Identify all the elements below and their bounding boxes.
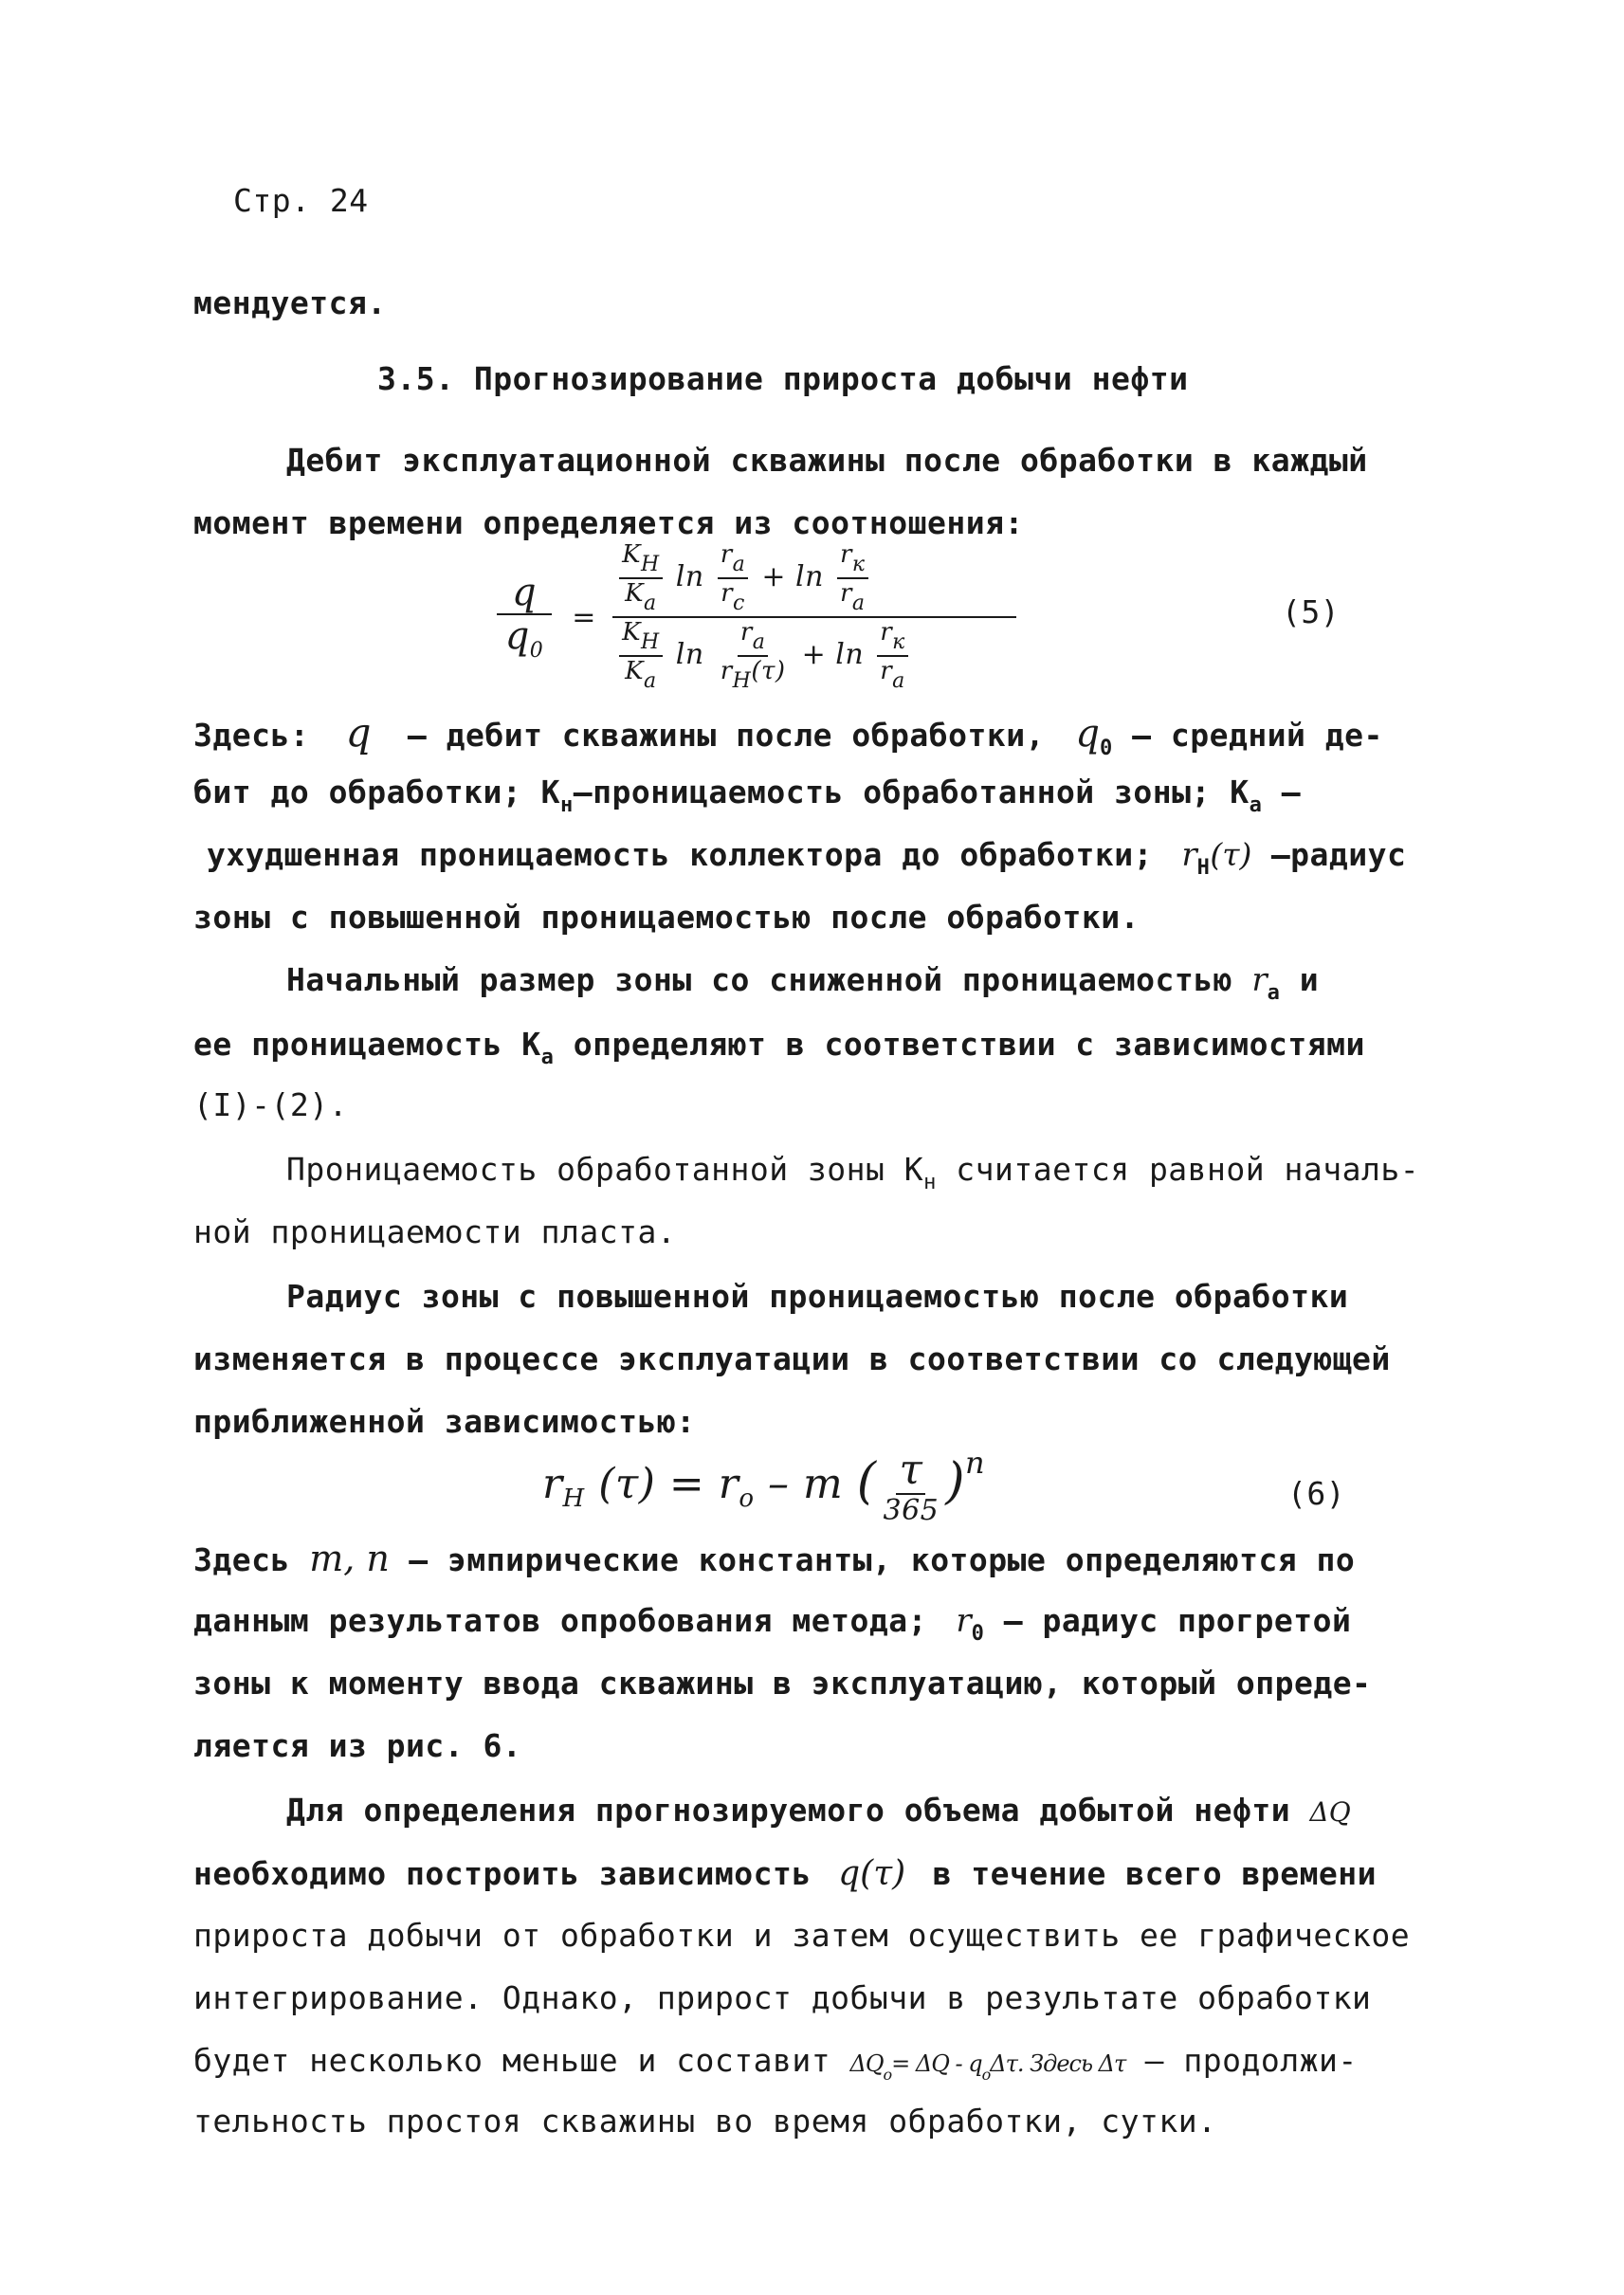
- paragraph-2-line-4: зоны с повышенной проницаемостью после обработки.: [193, 899, 1140, 936]
- paragraph-2-line-3: ухудшенная проницаемость коллектора до обработки; $r_H(\tau)$ –радиус: [207, 836, 1407, 880]
- eq5-equals: =: [572, 601, 596, 634]
- paragraph-1-line-2: момент времени определяется из соотношения:: [193, 504, 1024, 541]
- paragraph-7-line-3: прироста добычи от обработки и затем осуществить ее графическое: [193, 1917, 1411, 1954]
- eq5-rhs-fraction: $\frac{K_H}{K_a}$ ln $\frac{r_a}{r_c}$ + ln $\frac{r_к}{r_a}$ $\frac{K_H}{K_a}$ ln $\frac{r_a}{r_H(\tau)}$ + ln $\frac{r_к}{r_a}$: [612, 542, 1016, 692]
- equation-6-number: (6): [1287, 1475, 1346, 1512]
- paragraph-6-line-3: зоны к моменту ввода скважины в эксплуатацию, который опреде-: [193, 1665, 1372, 1702]
- section-heading: 3.5. Прогнозирование прироста добычи нефти: [377, 360, 1189, 397]
- paragraph-2-line-2: бит до обработки; $К_н$–проницаемость обработанной зоны; $К_a$ –: [193, 774, 1302, 817]
- eq5-lhs-fraction: $\frac{q}{q_0}$: [497, 574, 552, 662]
- eq5-q0: q: [504, 613, 530, 658]
- paragraph-6-line-4: ляется из рис. 6.: [193, 1727, 522, 1764]
- page-number: Стр. 24: [233, 182, 369, 219]
- paragraph-7-line-6: тельность простоя скважины во время обработки, сутки.: [193, 2103, 1217, 2140]
- paragraph-3-line-1: Начальный размер зоны со сниженной проницаемостью $r_a$ и: [286, 961, 1320, 1005]
- paragraph-4-line-2: ной проницаемости пласта.: [193, 1213, 677, 1250]
- paragraph-6-line-1: Здесь m, n – эмпирические константы, которые определяются по: [193, 1538, 1356, 1579]
- eq5-q: q: [511, 570, 538, 614]
- paragraph-continuation: мендуется.: [193, 284, 387, 321]
- equation-6: $r_H$ $(\tau) = r_o - m$ ( $\frac{\tau}{365}$ )$^n$: [542, 1445, 986, 1527]
- paragraph-3-line-3: (I)-(2).: [193, 1086, 348, 1123]
- paragraph-7-line-4: интегрирование. Однако, прирост добычи в результате обработки: [193, 1979, 1372, 2016]
- paragraph-7-line-2: необходимо построить зависимость q(τ) в течение всего времени: [193, 1854, 1378, 1893]
- paragraph-1-line-1: Дебит эксплуатационной скважины после обработки в каждый: [286, 442, 1368, 479]
- paragraph-2-line-1: Здесь: q – дебит скважины после обработки, $q_0$ – средний де-: [193, 709, 1383, 760]
- equation-5-number: (5): [1282, 593, 1341, 630]
- paragraph-7-line-5: будет несколько меньше и составит $\Delta Q_о= \Delta Q - q_o\Delta\tau$. Здесь Δτ – продолжи-: [193, 2042, 1358, 2084]
- paragraph-4-line-1: Проницаемость обработанной зоны $К_н$ считается равной началь-: [286, 1151, 1420, 1194]
- paragraph-3-line-2: ее проницаемость $К_a$ определяют в соответствии с зависимостями: [193, 1026, 1365, 1069]
- paragraph-5-line-3: приближенной зависимостью:: [193, 1403, 696, 1440]
- paragraph-6-line-2: данным результатов опробования метода; $r_0$ – радиус прогретой: [193, 1602, 1352, 1646]
- paragraph-5-line-1: Радиус зоны с повышенной проницаемостью после обработки: [286, 1278, 1349, 1315]
- paragraph-5-line-2: изменяется в процессе эксплуатации в соответствии со следующей: [193, 1340, 1391, 1377]
- equation-5: [493, 542, 1020, 692]
- paragraph-7-line-1: Для определения прогнозируемого объема добытой нефти ΔQ: [286, 1792, 1351, 1829]
